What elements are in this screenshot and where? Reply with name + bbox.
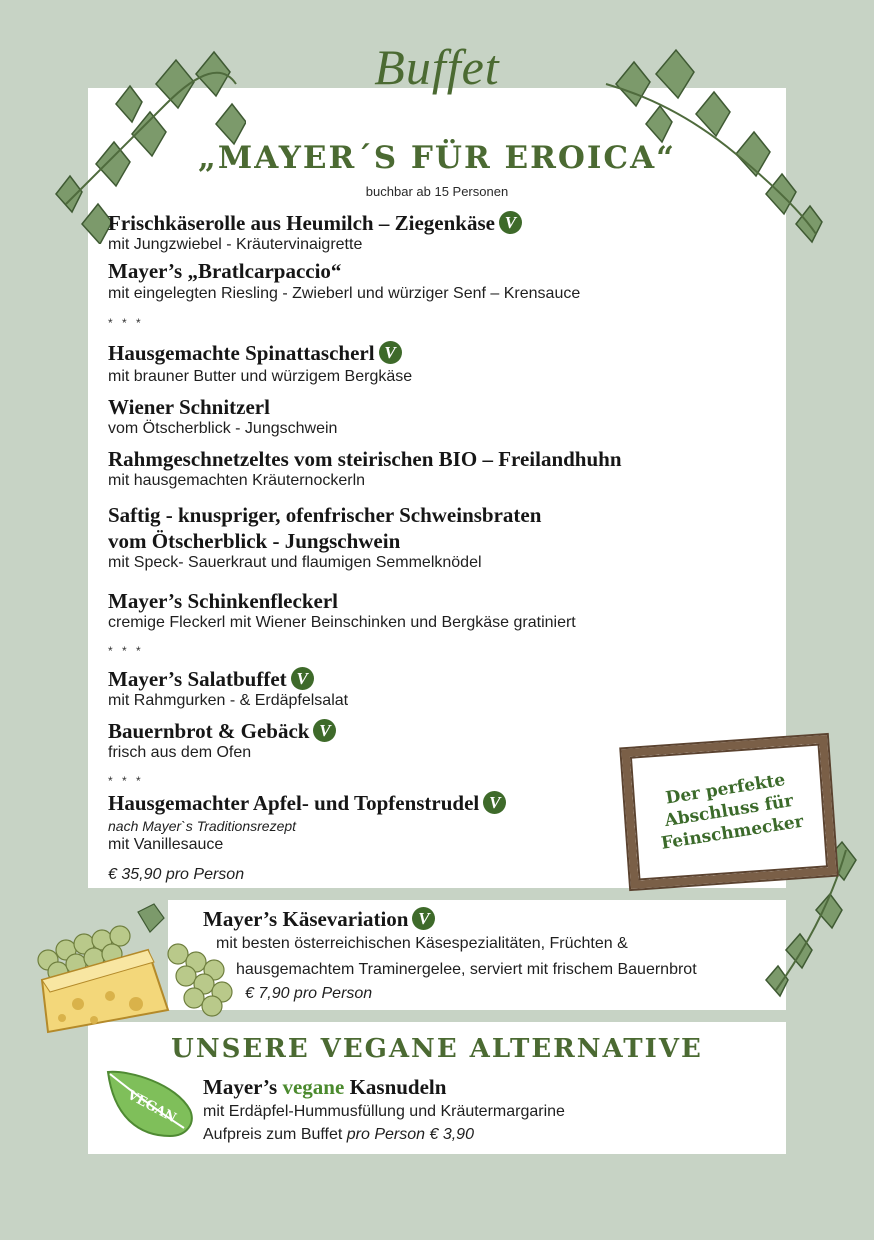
dish-name: Mayer’s Salatbuffet V [108, 666, 314, 692]
menu-subtitle: „MAYER´S FÜR EROICA“ [198, 140, 676, 176]
section-divider: * * * [108, 644, 144, 658]
vegetarian-badge-icon: V [483, 791, 506, 814]
buffet-title: Buffet [374, 39, 500, 95]
dish-description: cremige Fleckerl mit Wiener Beinschinken und Bergkäse gratiniert [108, 614, 576, 631]
bookable-note: buchbar ab 15 Personen [365, 184, 509, 199]
vegetarian-badge-icon: V [313, 719, 336, 742]
dish-description: frisch aus dem Ofen [108, 744, 252, 761]
vegetarian-badge-icon: V [291, 667, 314, 690]
vegan-surcharge: Aufpreis zum Buffet pro Person € 3,90 [203, 1126, 474, 1143]
dish-name: Bauernbrot & Gebäck V [108, 718, 336, 744]
dish-description: mit Vanillesauce [108, 836, 224, 853]
dish-description-italic: nach Mayer`s Traditionsrezept [108, 818, 297, 834]
dish-name: Wiener Schnitzerl [108, 395, 270, 419]
vegan-highlight: vegane [282, 1075, 345, 1099]
dish-name: Rahmgeschnetzeltes vom steirischen BIO – Freilandhuhn [108, 447, 622, 471]
cheese-dish-name: Mayer’s Käsevariation V [203, 906, 435, 932]
vegetarian-badge-icon: V [412, 907, 435, 930]
buffet-price: € 35,90 pro Person [108, 866, 245, 883]
section-divider: * * * [108, 316, 144, 330]
vegan-leaf-icon [100, 1066, 196, 1142]
dish-name: Mayer’s Schinkenfleckerl [108, 589, 338, 613]
dish-name-line2: vom Ötscherblick - Jungschwein [108, 529, 401, 553]
dish-name: Hausgemachter Apfel- und Topfenstrudel V [108, 790, 506, 816]
vegan-dish-name: Mayer’s vegane Kasnudeln [203, 1075, 447, 1099]
dish-description: mit hausgemachten Kräuternockerln [108, 472, 366, 489]
vegetarian-badge-icon: V [379, 341, 402, 364]
dish-description: vom Ötscherblick - Jungschwein [108, 420, 338, 437]
vegetarian-badge-icon: V [499, 211, 522, 234]
dish-description: mit Rahmgurken - & Erdäpfelsalat [108, 692, 349, 709]
dish-name-line1: Saftig - knuspriger, ofenfrischer Schweinsbraten [108, 503, 542, 527]
chalkboard-sign [621, 735, 836, 889]
section-divider: * * * [108, 774, 144, 788]
vegan-heading: UNSERE VEGANE ALTERNATIVE [171, 1034, 703, 1064]
dish-description: mit brauner Butter und würzigem Bergkäse [108, 368, 413, 385]
dish-name: Frischkäserolle aus Heumilch – Ziegenkäse V [108, 210, 522, 236]
cheese-description-line1: mit besten österreichischen Käsespezialitäten, Früchten & [216, 935, 628, 952]
cheese-description-line2: hausgemachtem Traminergelee, serviert mit frischem Bauernbrot [236, 961, 697, 978]
vegan-description: mit Erdäpfel-Hummusfüllung und Kräutermargarine [203, 1103, 565, 1120]
sign-text: Der perfekte Abschluss für Feinschmecker [659, 769, 805, 854]
vegan-leaf-label: VEGAN [124, 1087, 179, 1126]
dish-description: mit Jungzwiebel - Kräutervinaigrette [108, 236, 363, 253]
dish-description: mit Speck- Sauerkraut und flaumigen Semmelknödel [108, 554, 482, 571]
dish-name: Hausgemachte Spinattascherl V [108, 340, 402, 366]
dish-name: Mayer’s „Bratlcarpaccio“ [108, 259, 342, 283]
dish-description: mit eingelegten Riesling - Zwieberl und würziger Senf – Krensauce [108, 285, 581, 302]
cheese-price: € 7,90 pro Person [245, 985, 373, 1002]
